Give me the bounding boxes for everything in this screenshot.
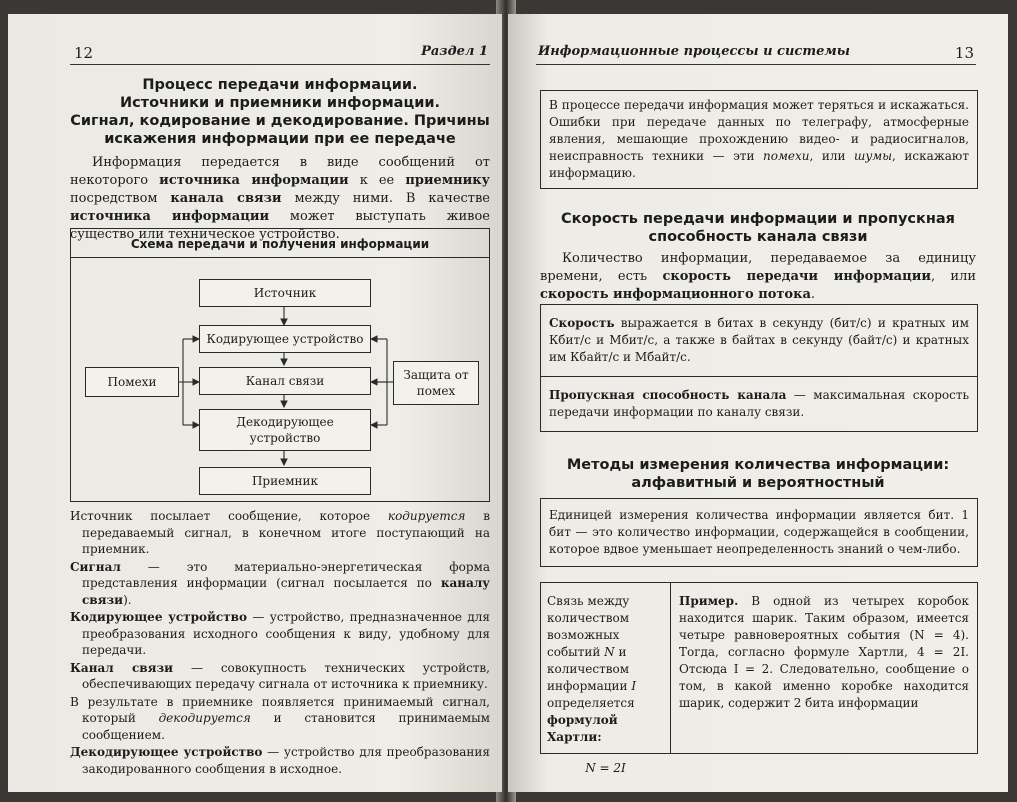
heading-line: Сигнал, кодирование и декодирование. Причины <box>70 113 490 129</box>
right-page <box>508 14 1008 792</box>
noise-box <box>540 90 978 189</box>
heading-line: Скорость передачи информации и пропускная <box>561 211 955 227</box>
right-page-number: 13 <box>954 44 974 62</box>
node-encoder: Кодирующее устройство <box>199 325 371 353</box>
node-decoder: Декодирующее устройство <box>199 409 371 451</box>
def-channel: Канал связи — совокупность технических устройств, обеспечивающих передачу сигнала от источника к приемнику. <box>70 660 490 691</box>
bit-definition-box <box>540 498 978 567</box>
left-section-heading <box>70 76 490 148</box>
def-decoder: Декодирующее устройство — устройство для преобразования закодированного сообщения в исходное. <box>70 745 490 776</box>
methods-heading <box>540 456 976 492</box>
heading-line: Методы измерения количества информации: <box>566 457 950 473</box>
heading-line: Процесс передачи информации. <box>142 77 418 93</box>
hartley-example-cell: Пример. В одной из четырех коробок находится шарик. Таким образом, имеется четыре равновероятных события (N = 4). Тогда, согласно формуле Хартли, 4 = 2I. Отсюда I = 2. Следовательно, сообщение о том, в какой именно коробке находится шарик, содержит 2 бита информации <box>679 594 969 710</box>
left-running-head: Раздел 1 <box>421 44 488 59</box>
node-channel: Канал связи <box>199 367 371 395</box>
right-header-rule <box>536 64 976 65</box>
intro-paragraph: Информация передается в виде сообщений от некоторого источника информации к ее приемнику посредством канала связи между ними. В качестве источника информации может выступать живое существо или техническое устройство. <box>70 155 490 242</box>
noise-box-text: В процессе передачи информация может теряться и искажаться. Ошибки при передаче данных по телеграфу, атмосферные явления, мешающие прохождению видео- и радиосигналов, неисправность техники — эти помехи, или шумы, искажают информацию. <box>549 98 970 180</box>
heading-line: Источники и приемники информации. <box>119 95 441 111</box>
diagram-title: Схема передачи и получения информации <box>71 229 489 258</box>
heading-line: искажения информации при ее передаче <box>104 131 456 147</box>
hartley-formula: N = 2I <box>585 761 626 775</box>
definitions-list <box>70 508 490 778</box>
left-page-number: 12 <box>74 44 94 62</box>
def-encoder: Кодирующее устройство — устройство, предназначенное для преобразования исходного сообщения к виду, удобному для передачи. <box>70 610 490 657</box>
def-source: Источник посылает сообщение, которое кодируется в передаваемый сигнал, в конечном итоге поступающий на приемник. <box>70 509 490 556</box>
right-running-head: Информационные процессы и системы <box>538 44 850 59</box>
hartley-table <box>540 582 978 775</box>
capacity-box-text: Пропускная способность канала — максимальная скорость передачи информации по каналу связи. <box>541 376 977 431</box>
node-receiver: Приемник <box>199 467 371 495</box>
speed-box <box>540 304 978 432</box>
left-header-rule <box>70 64 490 65</box>
node-noise: Помехи <box>85 367 179 397</box>
def-receiver: В результате в приемнике появляется принимаемый сигнал, который декодируется и становится принимаемым сообщением. <box>70 694 490 742</box>
speed-paragraph: Количество информации, передаваемое за единицу времени, есть скорость передачи информации, или скорость информационного потока. <box>540 251 976 302</box>
heading-line: алфавитный и вероятностный <box>631 475 885 491</box>
hartley-left-cell: Связь между количеством возможных событий N и количеством информации I определяется формулой Хартли: N = 2I <box>541 583 671 753</box>
left-page <box>8 14 502 792</box>
heading-line: способность канала связи <box>648 229 868 245</box>
speed-heading <box>540 210 976 246</box>
def-signal: Сигнал — это материально-энергетическая форма представления информации (сигнал посылается по каналу связи). <box>70 559 490 607</box>
bit-definition-text: Единицей измерения количества информации является бит. 1 бит — это количество информации, содержащейся в сообщении, которое вдвое уменьшает неопределенность знаний о чем-либо. <box>549 508 969 556</box>
node-source: Источник <box>199 279 371 307</box>
speed-box-text: Скорость выражается в битах в секунду (бит/с) и кратных им Кбит/с и Мбит/с, а также в байтах в секунду (байт/с) и кратных им Кбайт/с и Мбайт/с. <box>549 316 969 364</box>
transmission-diagram <box>70 228 490 502</box>
node-protection: Защита от помех <box>393 361 479 405</box>
